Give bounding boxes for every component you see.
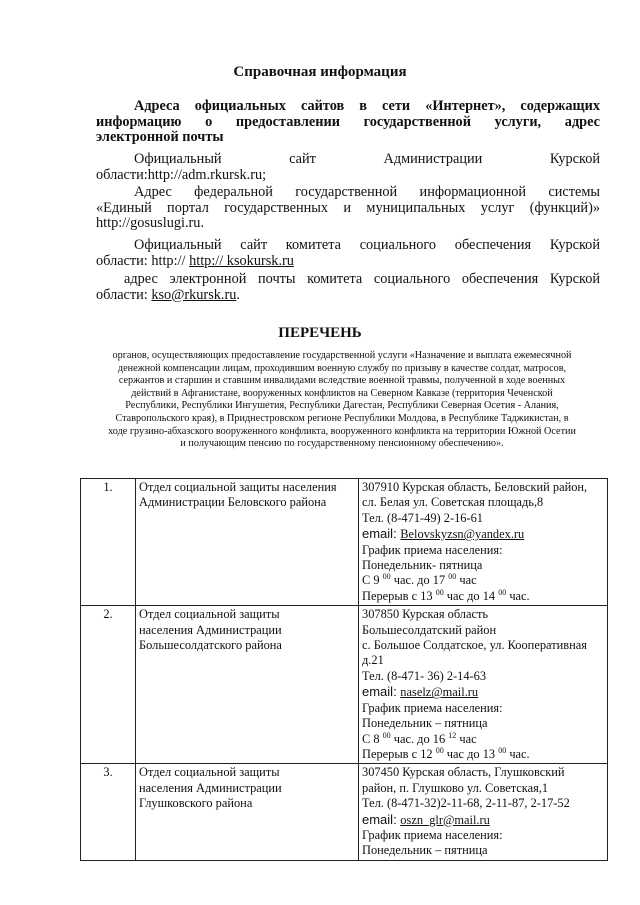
- hours: С 8 $^{00}$ час. до 16 $^{12}$ час: [362, 731, 477, 746]
- email-link[interactable]: naselz@mail.ru: [400, 685, 479, 700]
- break: Перерыв с 13 $^{00}$ час до 14 $^{00}$ час.: [362, 588, 530, 603]
- committee-site-paragraph: Официальный сайт комитета социального обеспечения Курской области: http:// http:// ksokursk.ru: [96, 237, 600, 269]
- org-name: Отдел социальной защиты населения Администрации Беловского района: [136, 479, 359, 606]
- row-number: 3.: [81, 764, 136, 860]
- addresses-heading-line: информацию о предоставлении государственной услуги, адрес: [96, 113, 600, 130]
- org-name: Отдел социальной защиты населения Администрации Глушковского района: [136, 764, 359, 860]
- table-row: [81, 479, 608, 606]
- committee-email-paragraph: адрес электронной почты комитета социального обеспечения Курской области: kso@rkursk.ru.: [96, 271, 600, 303]
- portal-paragraph: Адрес федеральной государственной информационной системы «Единый портал государственных и муниципальных услуг (функций)» http://gosuslugi.ru.: [96, 184, 600, 231]
- contact-info: 307910 Курская область, Беловский район, сл. Белая ул. Советская площадь,8 Тел. (8-471-49) 2-16-61 email: Belovskyzsn@yandex.ru График приема населения: Понедельник- пятница С 9 $^{00}$ час. до 17 $^{00}$ час Перерыв с 13 $^{00}$ час до 14 $^{00}$ час.: [359, 479, 608, 606]
- addresses-heading-line: Адреса официальных сайтов в сети «Интернет», содержащих: [134, 98, 600, 114]
- contact-info: 307850 Курская область Большесолдатский район с. Большое Солдатское, ул. Кооперативная д.21 Тел. (8-471- 36) 2-14-63 email: naselz@mail.ru График приема населения: Понедельник – пятница С 8 $^{00}$ час. до 16 $^{12}$ час Перерыв с 12 $^{00}$ час до 13 $^{00}$ час.: [359, 606, 608, 764]
- phone: Тел. (8-471-49) 2-16-61: [362, 510, 483, 525]
- table-row: [81, 606, 608, 764]
- phone: Тел. (8-471-32)2-11-68, 2-11-87, 2-17-52: [362, 796, 570, 811]
- committee-email-link[interactable]: kso@rkursk.ru: [151, 286, 237, 303]
- contact-info: 307450 Курская область, Глушковский район, п. Глушково ул. Советская,1 Тел. (8-471-32)2-11-68, 2-11-87, 2-17-52 email: oszn_glr@mail.ru График приема населения: Понедельник – пятница: [359, 764, 608, 860]
- email-link[interactable]: Belovskyzsn@yandex.ru: [400, 527, 525, 542]
- break: Перерыв с 12 $^{00}$ час до 13 $^{00}$ час.: [362, 746, 530, 761]
- page-title: Справочная информация: [233, 64, 407, 80]
- list-title: ПЕРЕЧЕНЬ: [278, 325, 362, 341]
- row-number: 1.: [81, 479, 136, 606]
- email-link[interactable]: oszn_glr@mail.ru: [400, 812, 490, 827]
- hours: С 9 $^{00}$ час. до 17 $^{00}$ час: [362, 573, 477, 588]
- authorities-table: [80, 478, 608, 861]
- row-number: 2.: [81, 606, 136, 764]
- list-description: органов, осуществляющих предоставление государственной услуги «Назначение и выплата ежемесячной денежной компенсации лицам, проходившим военную службу по призыву в качестве солдат, матросов, сержантов и старшин и ставшим инвалидами вследствие военной травмы, полученной в ходе военных действий в Афганистане, вооруженных конфликтов на Северном Кавказе (территория Чеченской Республики, Республики Ингушетия, Республики Дагестан, Республики Северная Осетия - Алания, Ставропольского края), в Приднестровском регионе Республики Молдова, в Республике Таджикистан, в ходе грузино-абхазского вооруженного конфликта, вооруженного конфликта на территории Южной Осетии и получающим пенсию по государственному пенсионному обеспечению».: [108, 350, 576, 450]
- table-row: [81, 764, 608, 860]
- org-name: Отдел социальной защиты населения Администрации Большесолдатского района: [136, 606, 359, 764]
- phone: Тел. (8-471- 36) 2-14-63: [362, 668, 487, 683]
- addresses-heading-line: электронной почты: [96, 129, 224, 145]
- committee-site-link[interactable]: http:// ksokursk.ru: [189, 252, 294, 269]
- addresses-heading: [96, 99, 600, 146]
- admin-site-paragraph: Официальный сайт Администрации Курской области:http://adm.rkursk.ru;: [96, 151, 600, 183]
